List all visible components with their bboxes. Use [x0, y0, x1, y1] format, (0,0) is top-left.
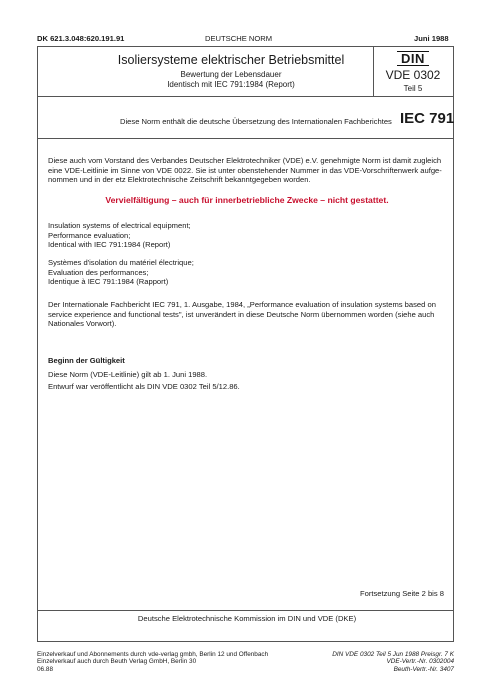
- french-title-line: Evaluation des performances;: [48, 267, 149, 277]
- divider: [37, 138, 454, 139]
- footer-line: Einzelverkauf und Abonnements durch vde-verlag gmbh, Berlin 12 und Offenbach: [37, 651, 269, 658]
- paragraph-line: eine VDE-Leitlinie im Sinne von VDE 0022. Sie ist unter obenstehender Nummer in das VDE-Vorschriftenwerk aufge-: [48, 165, 442, 175]
- issue-date: Juni 1988: [414, 34, 449, 43]
- page-frame: [37, 46, 454, 642]
- footer-order-info: [300, 651, 454, 673]
- english-title-line: Identical with IEC 791:1984 (Report): [48, 240, 171, 250]
- issuing-commission: Deutsche Elektrotechnische Kommission im DIN und VDE (DKE): [137, 614, 357, 623]
- footer-line: Beuth-Vertr.-Nr. 3407: [393, 665, 454, 673]
- english-title-line: Performance evaluation;: [48, 230, 131, 240]
- approval-paragraph: [48, 156, 446, 185]
- paragraph-line: Der Internationale Fachbericht IEC 791, 1. Ausgabe, 1984, „Performance evaluation of insulation systems based on: [48, 300, 436, 309]
- footer-distribution: [37, 651, 297, 673]
- french-title: [48, 258, 446, 287]
- document-subtitle-identity: Identisch mit IEC 791:1984 (Report): [167, 80, 295, 89]
- part-number: Teil 5: [403, 84, 423, 93]
- french-title-line: Systèmes d'isolation du matériel électrique;: [48, 258, 194, 267]
- footer-line: VDE-Vertr.-Nr. 0302004: [386, 658, 454, 666]
- document-title: Isoliersysteme elektrischer Betriebsmittel: [117, 53, 345, 67]
- translation-note: Diese Norm enthält die deutsche Übersetzung des Internationalen Fachberichtes: [120, 117, 392, 126]
- paragraph-line: Diese auch vom Vorstand des Verbandes Deutscher Elektrotechniker (VDE) e.V. genehmigte Norm ist damit zugleich: [48, 156, 442, 165]
- paragraph-line: Nationales Vorwort).: [48, 319, 117, 329]
- validity-start: Diese Norm (VDE-Leitlinie) gilt ab 1. Juni 1988.: [48, 370, 208, 379]
- din-logo: DIN: [397, 51, 429, 66]
- footer-line: 06.88: [37, 665, 53, 673]
- vde-number: VDE 0302: [385, 68, 441, 82]
- paragraph-line: nommen und in der etz Elektrotechnische Zeitschrift bekanntgegeben worden.: [48, 175, 311, 185]
- iec-label: IEC 791: [400, 110, 455, 127]
- draft-reference: Entwurf war veröffentlicht als DIN VDE 0302 Teil 5/12.86.: [48, 382, 240, 391]
- footer-line: DIN VDE 0302 Teil 5 Jun 1988 Preisgr. 7 K: [332, 651, 454, 658]
- french-title-line: Identique à IEC 791:1984 (Rapport): [48, 277, 169, 287]
- divider: [37, 610, 454, 611]
- dk-number: DK 621.3.048:620.191.91: [37, 34, 125, 43]
- document-type: DEUTSCHE NORM: [205, 34, 273, 43]
- paragraph-line: service experience and functional tests", ist unverändert in diese Deutsche Norm übernommen worden (siehe auch: [48, 309, 435, 319]
- validity-heading: Beginn der Gültigkeit: [48, 356, 125, 365]
- english-title-line: Insulation systems of electrical equipment;: [48, 221, 191, 230]
- footer-line: Einzelverkauf auch durch Beuth Verlag GmbH, Berlin 30: [37, 658, 197, 666]
- english-title: [48, 221, 446, 250]
- continuation-note: Fortsetzung Seite 2 bis 8: [360, 589, 444, 598]
- copy-restriction-notice: Vervielfältigung – auch für innerbetriebliche Zwecke – nicht gestattet.: [105, 195, 389, 205]
- iec-report-paragraph: [48, 300, 446, 329]
- document-subtitle: Bewertung der Lebensdauer: [180, 70, 282, 79]
- divider: [37, 96, 454, 97]
